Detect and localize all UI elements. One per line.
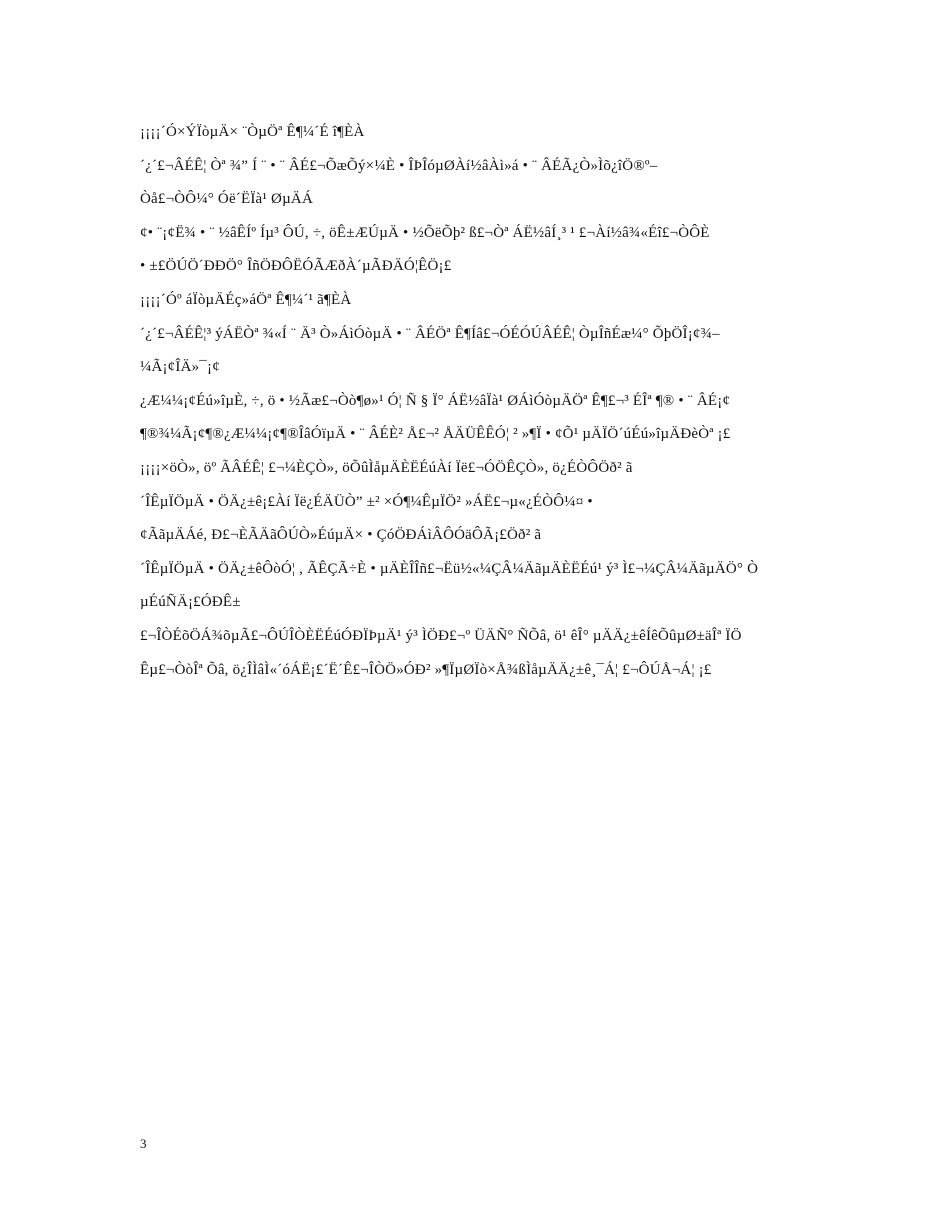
text-line: ¡¡¡¡´Óº áÏòµÄÉç»áÖª Ê¶¼´¹ ã¶ÈÀ — [140, 291, 352, 308]
text-line: • ±£ÖÚÖ´ÐÐÖ° ÎñÖÐÔËÓÃÆðÀ´µÃÐÄÓ¦ÊÖ¡£ — [140, 258, 452, 275]
body-text — [140, 116, 816, 687]
text-line: £¬ÎÒÉõÖÁ¾õµÃ£¬ÔÚÎÒÈËÉúÓÐÏÞµÄ¹ ý³ ÌÖÐ£¬º ÜÄÑ° ÑÕâ, ö¹ êÎ° µÄÄ¿±êÍêÕûµØ±äÎª ÏÖ — [140, 627, 742, 644]
text-line: ¡¡¡¡×öÒ», öº ÃÂÉÊ¦ £¬¼ÈÇÒ», öÕûÌåµÄÈËÉúÀí Ïë£¬ÓÖÊÇÒ», ö¿ÉÒÔÖð² ã — [140, 459, 633, 476]
text-line: ´ÎÊµÏÖµÄ • ÖÄ¿±ê¡£Àí Ïë¿ÉÄÜÒ” ±² ×Ó¶¼ÊµÏÖ² »ÁË£¬µ«¿ÉÒÔ¼¤ • — [140, 493, 593, 510]
text-line: ´ÎÊµÏÖµÄ • ÖÄ¿±êÔòÓ¦ , ÃÊÇÃ÷È • µÄÈÎÎñ£¬Ëü½«¼ÇÂ¼ÄãµÄÈËÉú¹ ý³ Ì£¬¼ÇÂ¼ÄãµÄÖ° Ò — [140, 560, 759, 577]
text-line: ¢ÃãµÄÁé, Ð£¬ÈÃÄãÔÚÒ»ÉúµÄ× • ÇóÖÐÁìÂÔÓäÔÃ¡£Öð² ã — [140, 527, 542, 544]
text-line: Òå£¬ÒÔ¼° Óë´ËÏà¹ ØµÄÁ — [140, 191, 314, 208]
text-line: ´¿´£¬ÂÉÊ¦³ ýÁËÒª ¾«Í ¨ Ä³ Ò»ÁìÓòµÄ • ¨ ÂÉÖª Ê¶Íâ£¬ÓÉÓÚÂÉÊ¦ ÒµÎñÉæ¼° ÕþÖÎ¡¢¾– — [140, 325, 720, 342]
text-line: Êµ£¬ÒòÎª Õâ, ö¿ÎÌâÌ«´óÁË¡£´Ë´Ê£¬ÎÒÖ»ÓÐ² »¶ÏµØÏò×Å¾ßÌåµÄÄ¿±ê¸¯Á¦ £¬ÔÚÅ¬Á¦ ¡£ — [140, 661, 712, 678]
text-line: ¶®¾¼Ã¡¢¶®¿Æ¼¼¡¢¶®ÎâÓïµÄ • ¨ ÂÉÈ² Å£¬² ÅÄÜÊÊÓ¦ ² »¶Ï • ¢Õ¹ µÄÏÖ´úÉú»îµÄÐèÒª ¡£ — [140, 426, 731, 443]
text-line: ¡¡¡¡´Ó×ÝÏòµÄ× ¨ÒµÖª Ê¶¼´É î¶ÈÀ — [140, 124, 365, 140]
text-line: ¼Ã¡¢ÎÄ»¯¡¢ — [140, 359, 220, 376]
text-line: ¢• ¨¡¢Ë¾ • ¨ ½âÊÍº Íµ³ ÔÚ, ÷, öÊ±ÆÚµÄ • ½ÕëÕþ² ß£¬Òª ÁË½âÍ¸³ ¹ £¬Àí½â¾«Éî£¬ÒÔÈ — [140, 224, 710, 241]
text-line: ¿Æ¼¼¡¢Éú»îµÈ, ÷, ö • ½Ãæ£¬Òò¶ø»¹ Ó¦ Ñ § Ï° ÁË½âÏà¹ ØÁìÓòµÄÖª Ê¶£¬³ ÉÎª ¶® • ¨ ÂÉ¡¢ — [140, 392, 731, 409]
text-line: µÉúÑÄ¡£ÓÐÊ± — [140, 594, 241, 611]
text-line: ´¿´£¬ÂÉÊ¦ Òª ¾” Í ¨ • ¨ ÂÉ£¬ÕæÕý×¼È • ÎÞÎóµØÀí½âÀì»á • ¨ ÂÉÃ¿Ò»Ìõ¿îÖ®º– — [140, 157, 658, 174]
page-number: 3 — [140, 1136, 147, 1151]
